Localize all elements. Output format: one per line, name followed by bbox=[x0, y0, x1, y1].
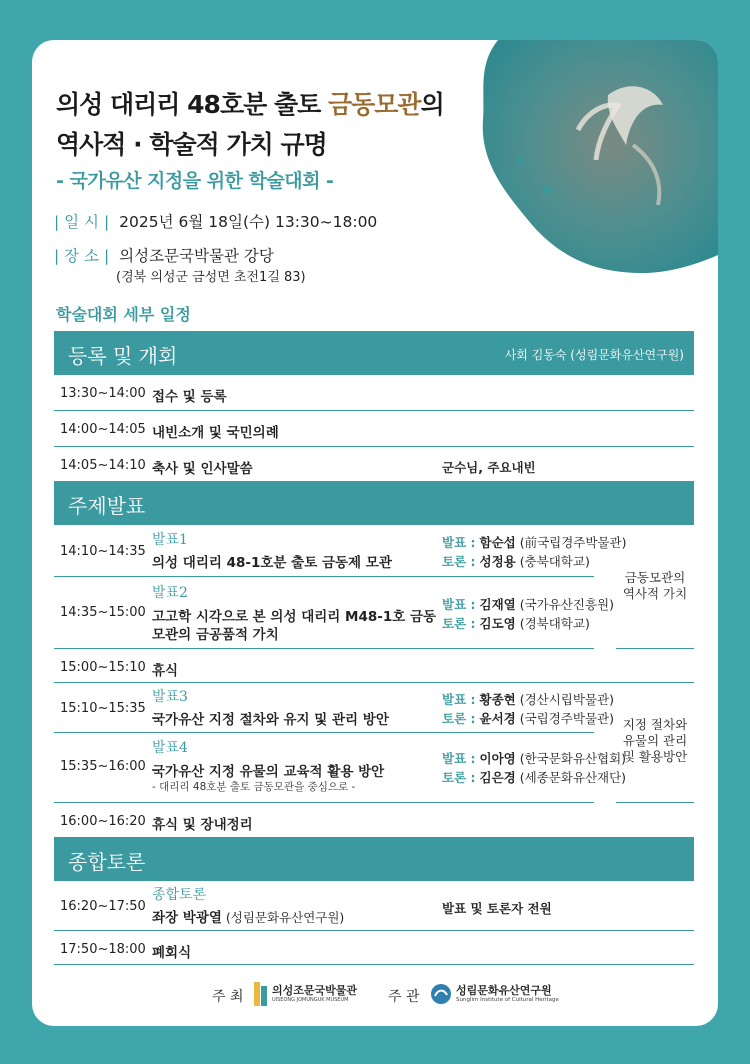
title-line2: 역사적 · 학술적 가치 규명 bbox=[56, 130, 327, 159]
discussant-name: 김은경 bbox=[479, 770, 516, 785]
discussant-name: 성정용 bbox=[479, 554, 516, 569]
row-event: 내빈소개 및 국민의례 bbox=[152, 425, 279, 441]
museum-logo-icon bbox=[254, 982, 268, 1006]
group-label-1 bbox=[616, 570, 694, 602]
row-speaker: 발표 및 토론자 전원 bbox=[442, 901, 552, 916]
presenter-name: 이아영 bbox=[479, 751, 516, 766]
presenter-name: 김재열 bbox=[479, 597, 516, 612]
discussant-org: (경북대학교) bbox=[515, 616, 590, 631]
row-time: 17:50~18:00 bbox=[60, 942, 146, 957]
organizer-label: 주 관 bbox=[388, 989, 420, 1005]
discussant-name: 김도영 bbox=[479, 616, 516, 631]
place-value: 의성조문국박물관 강당 bbox=[119, 247, 274, 265]
discussant bbox=[442, 709, 614, 727]
discussant-key: 토론 : bbox=[442, 711, 476, 726]
presentation-label: 발표1 bbox=[152, 532, 188, 548]
discussant-org: (세종문화유산재단) bbox=[515, 770, 627, 785]
discussant bbox=[442, 614, 590, 632]
section-discussion-title: 종합토론 bbox=[68, 850, 146, 874]
table-row bbox=[54, 525, 627, 577]
presenter-name: 황종현 bbox=[479, 692, 516, 707]
row-event: 축사 및 인사말씀 bbox=[152, 461, 253, 477]
row-time: 15:00~15:10 bbox=[60, 660, 146, 675]
presentation-label: 발표4 bbox=[152, 740, 188, 756]
discussant-key: 토론 : bbox=[442, 554, 476, 569]
presenter-key: 발표 : bbox=[442, 535, 476, 550]
section-opening bbox=[54, 331, 694, 375]
place-label: | 장 소 | bbox=[54, 247, 110, 265]
row-time: 14:35~15:00 bbox=[60, 605, 146, 620]
presentation-label: 발표2 bbox=[152, 585, 188, 601]
section-presentations bbox=[54, 481, 694, 525]
table-row bbox=[54, 411, 694, 447]
row-time: 14:00~14:05 bbox=[60, 422, 146, 437]
title-pre: 의성 대리리 48호분 출토 bbox=[56, 90, 328, 119]
schedule-table bbox=[32, 40, 718, 1026]
schedule-title: 학술대회 세부 일정 bbox=[56, 305, 191, 324]
host-name: 의성조문국박물관 bbox=[272, 984, 358, 997]
date-value: 2025년 6월 18일(수) 13:30~18:00 bbox=[119, 213, 378, 231]
chair bbox=[152, 906, 344, 926]
row-event: 의성 대리리 48-1호분 출토 금동제 모관 bbox=[152, 555, 392, 571]
discussant-name: 윤서경 bbox=[479, 711, 516, 726]
host-logo bbox=[254, 982, 374, 1008]
table-row bbox=[54, 447, 694, 481]
row-event-line2: 모관의 금공품적 가치 bbox=[152, 627, 279, 643]
table-row bbox=[54, 881, 694, 931]
table-row bbox=[54, 649, 694, 683]
row-event: 국가유산 지정 유물의 교육적 활용 방안 bbox=[152, 764, 385, 780]
presenter-name: 함순섭 bbox=[479, 535, 516, 550]
subtitle: - 국가유산 지정을 위한 학술대회 - bbox=[56, 170, 334, 192]
discussant-org: (국립경주박물관) bbox=[515, 711, 614, 726]
presenter bbox=[442, 533, 627, 551]
discussion-label: 종합토론 bbox=[152, 887, 207, 903]
date-label: | 일 시 | bbox=[54, 213, 110, 231]
table-row bbox=[54, 803, 694, 837]
row-time: 13:30~14:00 bbox=[60, 386, 146, 401]
section-opening-title: 등록 및 개회 bbox=[68, 344, 178, 368]
chair-org: (성림문화유산연구원) bbox=[221, 910, 345, 925]
row-time: 14:10~14:35 bbox=[60, 544, 146, 559]
group2-line2: 유물의 관리 bbox=[622, 733, 688, 748]
discussant bbox=[442, 768, 626, 786]
row-event: 폐회식 bbox=[152, 945, 192, 961]
chair-name: 좌장 박광열 bbox=[152, 910, 222, 926]
presenter bbox=[442, 595, 614, 613]
discussant-key: 토론 : bbox=[442, 770, 476, 785]
presenter-key: 발표 : bbox=[442, 692, 476, 707]
section-discussion bbox=[54, 837, 694, 881]
row-time: 15:10~15:35 bbox=[60, 701, 146, 716]
row-event: 고고학 시각으로 본 의성 대리리 M48-1호 금동 bbox=[152, 609, 437, 625]
table-row bbox=[54, 577, 614, 649]
presenter bbox=[442, 749, 626, 767]
organizer-name: 성림문화유산연구원 bbox=[456, 984, 552, 997]
group2-line1: 지정 절차와 bbox=[622, 717, 688, 732]
presenter-org: (前국립경주박물관) bbox=[515, 535, 627, 550]
section-presentations-title: 주제발표 bbox=[68, 494, 146, 518]
discussant-key: 토론 : bbox=[442, 616, 476, 631]
title-accent: 금동모관 bbox=[327, 90, 421, 119]
table-row bbox=[54, 931, 694, 965]
group1-line1: 금동모관의 bbox=[624, 570, 686, 585]
row-time: 16:20~17:50 bbox=[60, 899, 146, 914]
presentation-label: 발표3 bbox=[152, 689, 188, 705]
presenter-key: 발표 : bbox=[442, 751, 476, 766]
row-event: 휴식 bbox=[152, 663, 179, 679]
row-time: 14:05~14:10 bbox=[60, 458, 146, 473]
host-en: UISEONG JOMUNGUK MUSEUM bbox=[272, 997, 349, 1003]
row-event: 국가유산 지정 절차와 유지 및 관리 방안 bbox=[152, 712, 389, 728]
moderator: 사회 김동숙 (성림문화유산연구원) bbox=[504, 348, 684, 362]
row-event: 휴식 및 장내정리 bbox=[152, 817, 253, 833]
organizer-en: Sunglim Institute of Cultural Heritage bbox=[456, 997, 559, 1003]
presenter-org: (한국문화유산협회) bbox=[515, 751, 627, 766]
title-post: 의 bbox=[420, 90, 444, 119]
table-row bbox=[54, 733, 627, 803]
presenter-org: (국가유산진흥원) bbox=[515, 597, 614, 612]
row-event: 접수 및 등록 bbox=[152, 389, 227, 405]
group-label-2 bbox=[616, 717, 694, 765]
address: (경북 의성군 금성면 초전1길 83) bbox=[116, 270, 306, 285]
organizer-logo bbox=[430, 982, 580, 1008]
row-speaker: 군수님, 주요내빈 bbox=[442, 460, 536, 475]
group2-line3: 및 활용방안 bbox=[622, 749, 688, 764]
table-row bbox=[54, 683, 614, 733]
presenter bbox=[442, 690, 614, 708]
institute-logo-icon bbox=[430, 983, 452, 1005]
discussant bbox=[442, 552, 590, 570]
presenter-key: 발표 : bbox=[442, 597, 476, 612]
discussant-org: (충북대학교) bbox=[515, 554, 590, 569]
table-row bbox=[54, 375, 694, 411]
row-time: 15:35~16:00 bbox=[60, 759, 146, 774]
host-label: 주 최 bbox=[212, 989, 244, 1005]
presenter-org: (경산시립박물관) bbox=[515, 692, 614, 707]
row-time: 16:00~16:20 bbox=[60, 814, 146, 829]
group1-line2: 역사적 가치 bbox=[622, 586, 688, 601]
row-event-sub: - 대리리 48호분 출토 금동모관을 중심으로 - bbox=[152, 781, 356, 793]
